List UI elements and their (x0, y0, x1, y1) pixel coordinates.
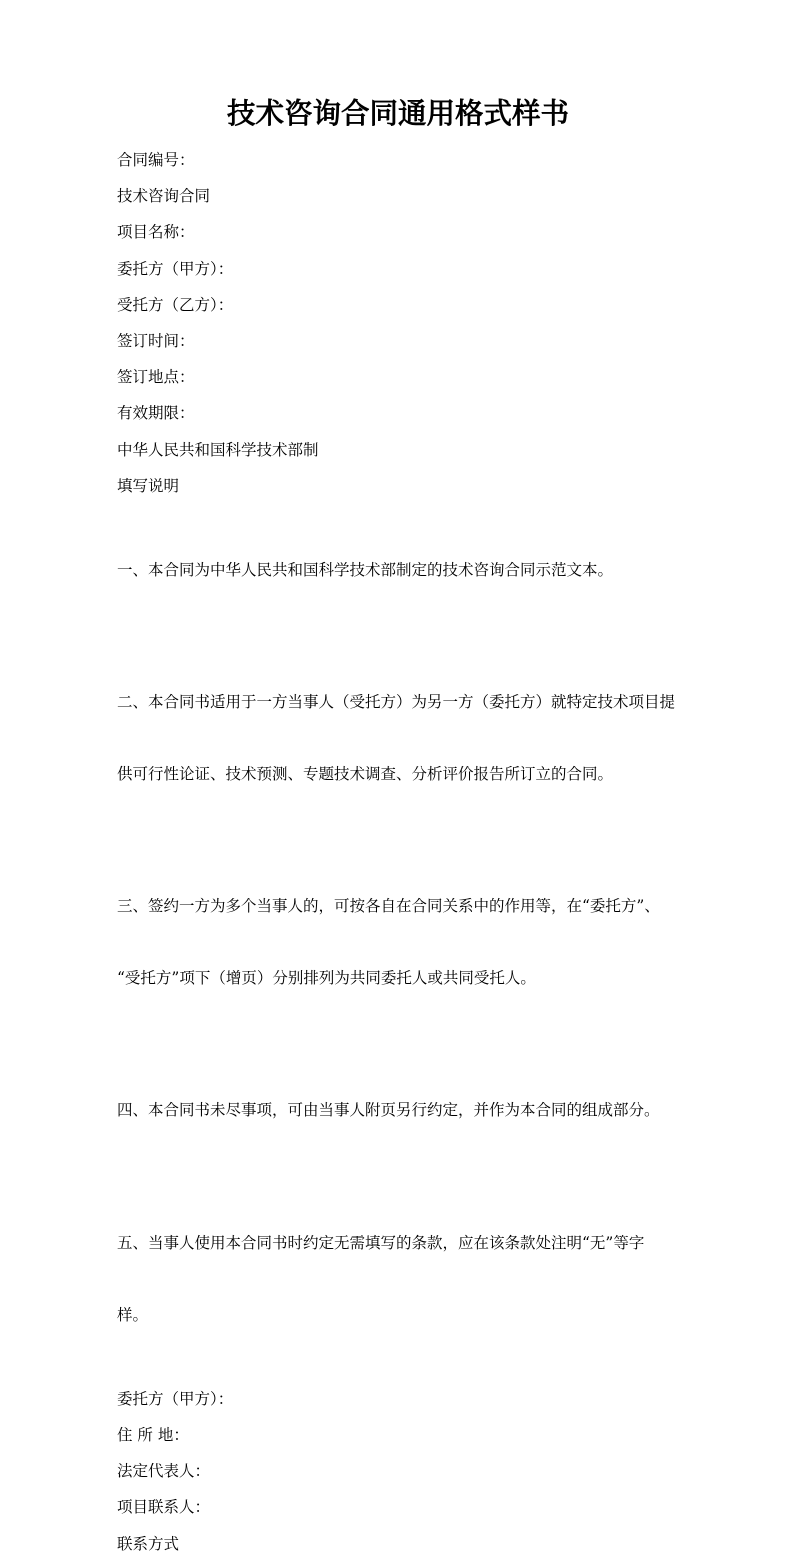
instructions-heading: 填写说明 (117, 476, 180, 495)
project-contact-label: 项目联系人： (117, 1498, 211, 1517)
contract-type: 技术咨询合同 (117, 187, 211, 206)
instruction-line: 样。 (117, 1305, 149, 1324)
page-title: 技术咨询合同通用格式样书 (226, 96, 569, 130)
contact-method-label: 联系方式 (117, 1534, 180, 1553)
document-body (117, 148, 757, 1568)
instruction-line: 二、本合同书适用于一方当事人（受托方）为另一方（委托方）就特定技术项目提 (117, 693, 676, 712)
client-section-heading: 委托方（甲方）： (117, 1389, 234, 1408)
instruction-line: “受托方”项下（增页）分别排列为共同委托人或共同受托人。 (117, 969, 536, 988)
instruction-line: 供可行性论证、技术预测、专题技术调查、分析评价报告所订立的合同。 (117, 765, 614, 784)
instruction-item-3 (117, 846, 757, 1038)
instruction-line: 五、当事人使用本合同书时约定无需填写的条款，应在该条款处注明“无”等字 (117, 1233, 645, 1252)
instruction-line: 一、本合同为中华人民共和国科学技术部制定的技术咨询合同示范文本。 (117, 560, 614, 579)
client-party-label: 委托方（甲方）： (117, 259, 234, 278)
instruction-line: 三、签约一方为多个当事人的，可按各自在合同关系中的作用等，在“委托方”、 (117, 897, 660, 916)
contract-number-label: 合同编号： (117, 151, 195, 169)
instruction-item-4 (117, 1050, 757, 1170)
project-name-label: 项目名称： (117, 223, 195, 242)
signing-date-label: 签订时间： (117, 331, 195, 350)
instruction-item-2 (117, 642, 757, 834)
address-label: 住 所 地： (117, 1426, 189, 1444)
validity-period-label: 有效期限： (117, 404, 195, 423)
legal-representative-label: 法定代表人： (117, 1462, 211, 1481)
issuer-text: 中华人民共和国科学技术部制 (117, 440, 319, 459)
instruction-line: 四、本合同书未尽事项，可由当事人附页另行约定，并作为本合同的组成部分。 (117, 1101, 660, 1120)
signing-place-label: 签订地点： (117, 368, 195, 387)
instruction-item-1 (117, 510, 757, 630)
instruction-item-5 (117, 1183, 757, 1375)
contractor-party-label: 受托方（乙方）： (117, 295, 234, 314)
